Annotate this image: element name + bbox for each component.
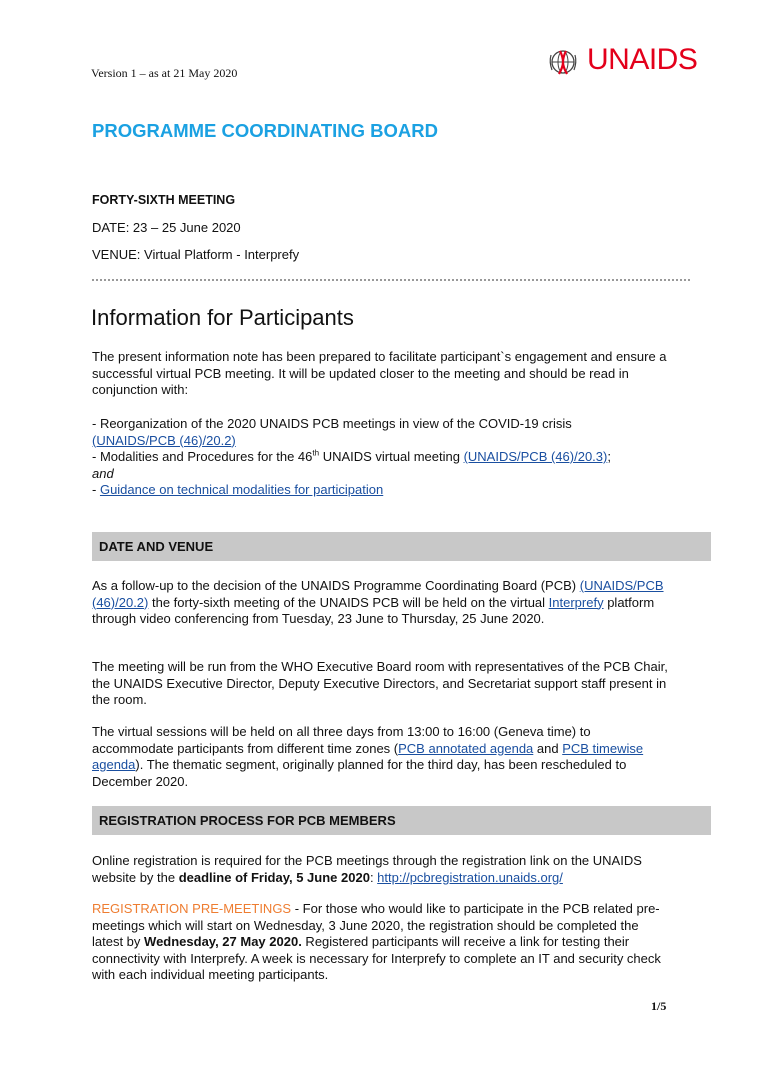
doc-link-20-2[interactable]: (UNAIDS/PCB (46)/20.2) bbox=[92, 578, 664, 610]
text: Registered participants will receive a link for testing their connectivity with Interprefy. A week is necessary for Interprefy to complete an IT and security check with each individual meeting participants. bbox=[92, 934, 661, 982]
section-header-registration bbox=[92, 806, 711, 835]
date-venue-paragraph-1 bbox=[92, 578, 672, 628]
text: As a follow-up to the decision of the UNAIDS Programme Coordinating Board (PCB) bbox=[92, 578, 580, 593]
and-text bbox=[92, 466, 672, 483]
version-note: Version 1 – as at 21 May 2020 bbox=[91, 66, 238, 80]
page-heading: Information for Participants bbox=[91, 305, 354, 330]
list-item-text: UNAIDS virtual meeting bbox=[319, 449, 464, 464]
deadline-text: deadline of Friday, 5 June 2020 bbox=[178, 869, 370, 885]
section-title: REGISTRATION PROCESS FOR PCB MEMBERS bbox=[99, 813, 396, 828]
doc-link-20-2[interactable]: (UNAIDS/PCB (46)/20.2) bbox=[92, 432, 236, 448]
dotted-divider bbox=[92, 279, 690, 281]
text: Online registration is required for the PCB meetings through the registration link on the UNAIDS bbox=[92, 853, 642, 868]
text: the forty-sixth meeting of the UNAIDS PCB will be held on the virtual bbox=[148, 594, 549, 610]
text: : bbox=[369, 869, 378, 885]
board-title: PROGRAMME COORDINATING BOARD bbox=[92, 120, 439, 141]
text: platform through video conferencing from Tuesday, 23 June to Thursday, 25 June 2020. bbox=[92, 594, 655, 626]
un-globe-logo-icon bbox=[548, 47, 578, 77]
section-title: DATE AND VENUE bbox=[99, 539, 214, 554]
guidance-link[interactable]: Guidance on technical modalities for participation bbox=[99, 482, 384, 497]
text: - For those who would like to participate in the PCB related pre-meetings which will start on Wednesday, 3 June 2020, the registration should be completed the latest by bbox=[92, 901, 660, 949]
superscript: th bbox=[312, 448, 320, 458]
meeting-name: FORTY-SIXTH MEETING bbox=[92, 193, 236, 207]
text: website by the bbox=[92, 869, 179, 885]
date-venue-paragraph-3 bbox=[92, 724, 672, 790]
list-item bbox=[92, 449, 672, 466]
annotated-agenda-link[interactable]: PCB annotated agenda bbox=[398, 740, 534, 756]
list-item-text: - Reorganization of the 2020 UNAIDS PCB meetings in view of the COVID-19 crisis bbox=[92, 416, 572, 431]
list-dash: - bbox=[92, 482, 100, 497]
registration-paragraph-2 bbox=[92, 901, 672, 984]
punctuation: ; bbox=[607, 449, 611, 464]
reference-list bbox=[92, 416, 672, 499]
text: and bbox=[533, 740, 563, 756]
meeting-date: DATE: 23 – 25 June 2020 bbox=[92, 220, 241, 235]
unaids-logo-text: UNAIDS bbox=[587, 43, 698, 76]
pre-meetings-label: REGISTRATION PRE-MEETINGS bbox=[92, 901, 292, 916]
list-item bbox=[92, 482, 672, 499]
intro-paragraph: The present information note has been prepared to facilitate participant`s engagement and ensure a successful virtual PCB meeting. It will be updated closer to the meeting and should be read in conjunction with: bbox=[92, 349, 667, 397]
meeting-venue: VENUE: Virtual Platform - Interprefy bbox=[92, 247, 300, 262]
and-word: and bbox=[92, 465, 114, 481]
registration-paragraph-1 bbox=[92, 853, 672, 886]
text: The virtual sessions will be held on all three days from 13:00 to 16:00 (Geneva time) to accommodate participants from different time zones ( bbox=[92, 724, 591, 756]
page-number: 1/5 bbox=[651, 999, 667, 1013]
date-venue-paragraph-2: The meeting will be run from the WHO Executive Board room with representatives of the PCB Chair, the UNAIDS Executive Director, Deputy Executive Directors, and Secretariat support staff present in the room. bbox=[92, 659, 668, 707]
list-item-text: - Modalities and Procedures for the 46 bbox=[92, 449, 313, 464]
registration-link[interactable]: http://pcbregistration.unaids.org/ bbox=[377, 869, 563, 885]
text: ). The thematic segment, originally planned for the third day, has been rescheduled to December 2020. bbox=[92, 757, 627, 789]
timewise-agenda-link[interactable]: PCB timewise agenda bbox=[92, 740, 644, 772]
interprefy-link[interactable]: Interprefy bbox=[548, 594, 604, 610]
deadline-text: Wednesday, 27 May 2020. bbox=[144, 934, 302, 949]
doc-link-20-3[interactable]: (UNAIDS/PCB (46)/20.3) bbox=[463, 449, 608, 464]
list-item bbox=[92, 416, 672, 449]
section-header-date-venue bbox=[92, 532, 711, 561]
